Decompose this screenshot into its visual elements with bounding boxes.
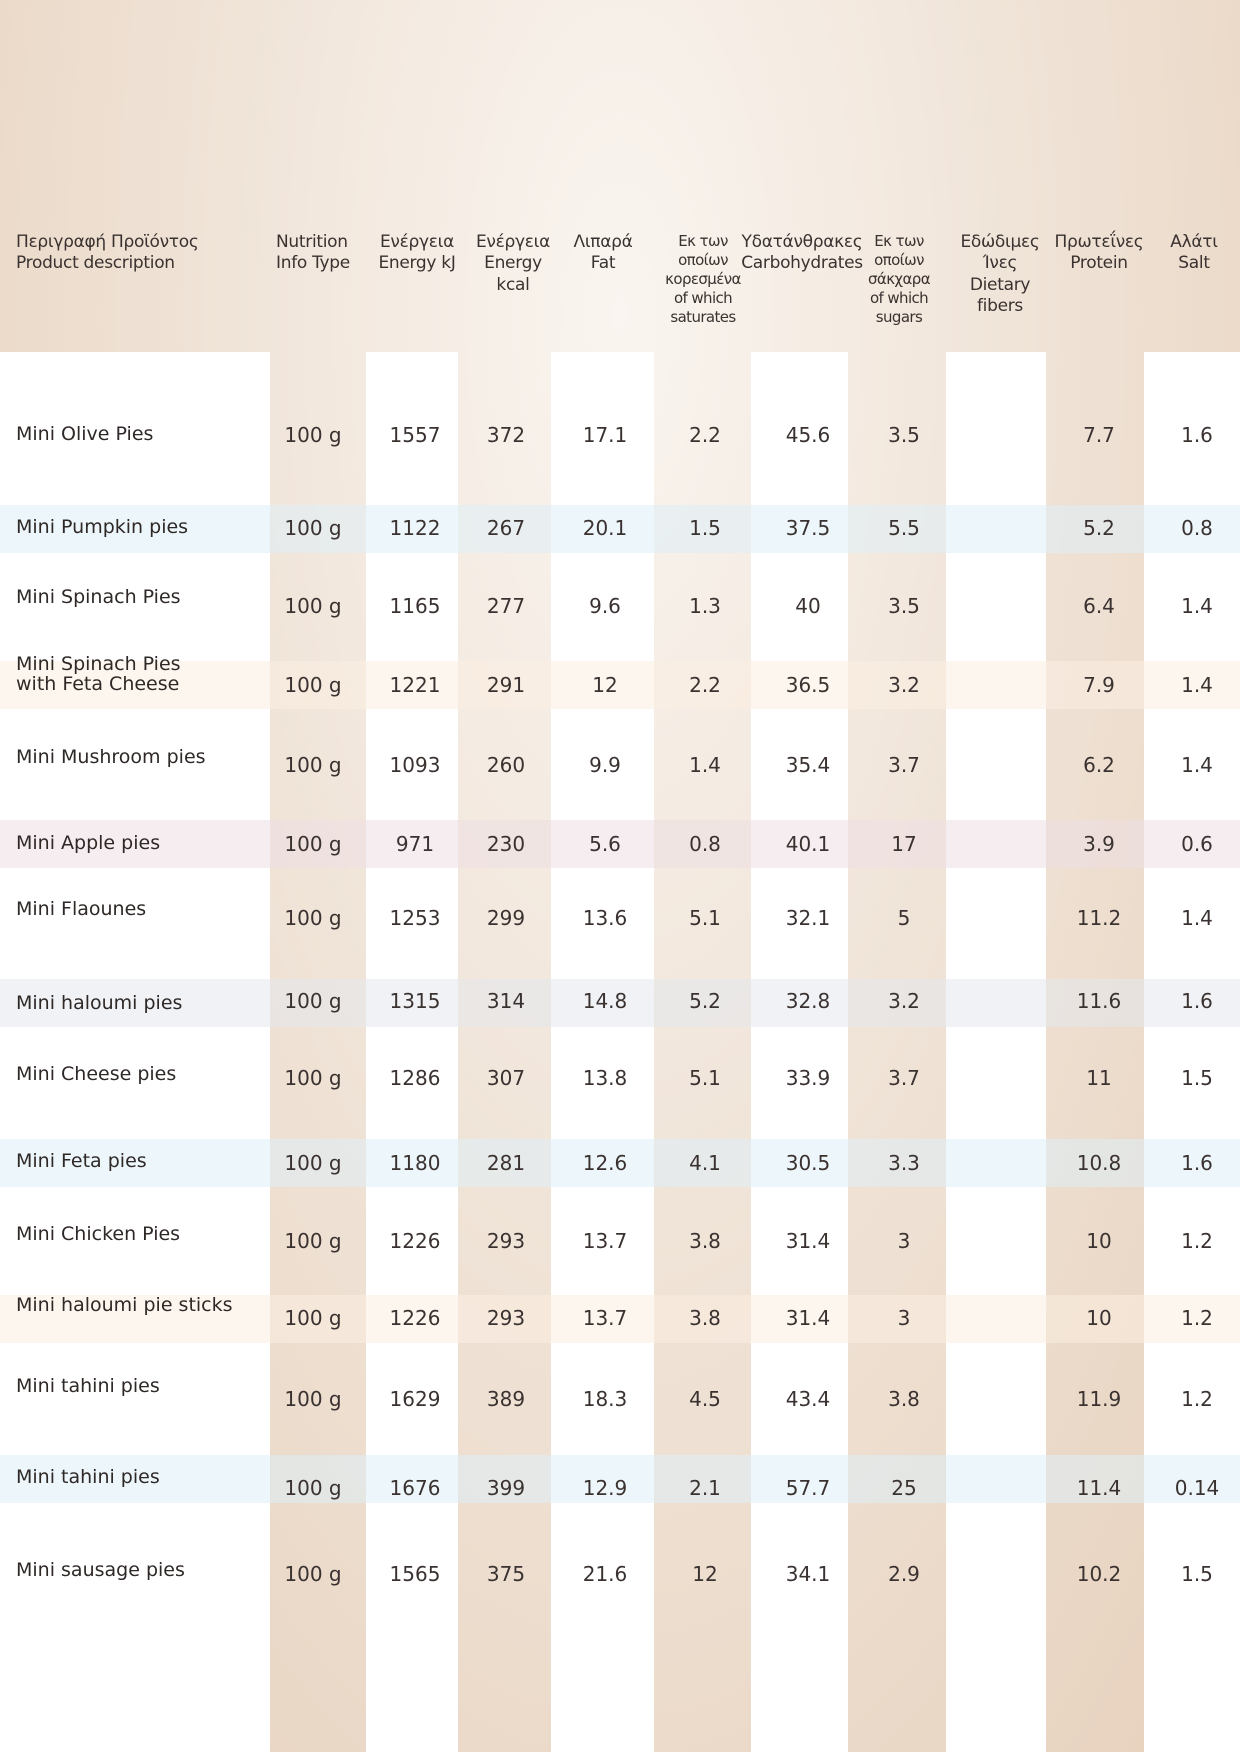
cell-sugars: 3.8 — [888, 1387, 920, 1411]
cell-protein: 3.9 — [1083, 832, 1115, 856]
cell-type: 100 g — [284, 989, 342, 1013]
header-sugars-l5: sugars — [875, 308, 923, 327]
product-description-line: Mini Spinach Pies — [16, 586, 181, 608]
cell-kj: 1253 — [389, 906, 441, 930]
product-description-line: Mini haloumi pie sticks — [16, 1294, 233, 1316]
cell-sat: 4.5 — [689, 1387, 721, 1411]
product-description — [16, 587, 181, 607]
cell-kcal: 267 — [486, 516, 526, 540]
cell-kcal: 372 — [486, 423, 526, 447]
product-description-line: Mini Spinach Pies — [16, 653, 181, 675]
product-description-line: Mini Chicken Pies — [16, 1223, 181, 1245]
cell-type: 100 g — [284, 753, 342, 777]
header-saturates-l2: οποίων — [678, 251, 728, 270]
cell-sugars: 3.7 — [888, 1066, 920, 1090]
cell-fat: 13.7 — [582, 1229, 628, 1253]
header-protein-en: Protein — [1070, 253, 1128, 274]
cell-salt: 1.2 — [1181, 1387, 1213, 1411]
cell-protein: 7.7 — [1083, 423, 1115, 447]
cell-kj: 971 — [395, 832, 435, 856]
column-bg-energy-kj — [366, 352, 458, 1752]
header-nutrition-line1: Nutrition — [276, 232, 348, 252]
header-energy-kcal-el: Ενέργεια — [475, 232, 551, 252]
product-description — [16, 833, 160, 853]
header-carbs-en: Carbohydrates — [741, 253, 863, 274]
header-description-el: Περιγραφή Προϊόντος — [16, 232, 199, 252]
cell-protein: 10.8 — [1076, 1151, 1122, 1175]
cell-kj: 1565 — [389, 1562, 441, 1586]
cell-protein: 5.2 — [1083, 516, 1115, 540]
header-carbohydrates — [740, 232, 864, 275]
header-sugars — [852, 232, 946, 327]
cell-sugars: 3.5 — [888, 594, 920, 618]
cell-type: 100 g — [284, 1151, 342, 1175]
product-description — [16, 747, 206, 767]
cell-kcal: 389 — [486, 1387, 526, 1411]
cell-carbs: 37.5 — [785, 516, 831, 540]
cell-sat: 5.1 — [689, 1066, 721, 1090]
cell-sugars: 3.2 — [888, 673, 920, 697]
header-saturates-l5: saturates — [670, 308, 736, 327]
header-energy-kj-el: Ενέργεια — [379, 232, 455, 252]
cell-carbs: 33.9 — [785, 1066, 831, 1090]
cell-protein: 10 — [1086, 1229, 1112, 1253]
column-bg-salt — [1144, 352, 1240, 1752]
cell-salt: 1.4 — [1181, 594, 1213, 618]
header-sugars-l2: οποίων — [874, 251, 924, 270]
cell-fat: 20.1 — [582, 516, 628, 540]
product-description-line: Mini haloumi pies — [16, 992, 183, 1014]
cell-sat: 1.3 — [689, 594, 721, 618]
cell-kcal: 314 — [486, 989, 526, 1013]
cell-kj: 1165 — [389, 594, 441, 618]
cell-carbs: 32.1 — [785, 906, 831, 930]
cell-sugars: 3 — [897, 1306, 911, 1330]
product-description-line: Mini Apple pies — [16, 832, 161, 854]
cell-type: 100 g — [284, 1387, 342, 1411]
cell-type: 100 g — [284, 1476, 342, 1500]
cell-fat: 13.8 — [582, 1066, 628, 1090]
cell-carbs: 45.6 — [785, 423, 831, 447]
header-protein — [1050, 232, 1148, 275]
cell-kcal: 291 — [486, 673, 526, 697]
cell-kj: 1226 — [389, 1306, 441, 1330]
column-bg-fat — [551, 352, 654, 1752]
cell-kj: 1286 — [389, 1066, 441, 1090]
cell-protein: 7.9 — [1083, 673, 1115, 697]
cell-type: 100 g — [284, 1306, 342, 1330]
product-description-line: Mini Flaounes — [16, 898, 147, 920]
header-energy-kcal — [466, 232, 560, 296]
cell-kcal: 281 — [486, 1151, 526, 1175]
cell-fat: 14.8 — [582, 989, 628, 1013]
cell-salt: 1.6 — [1181, 1151, 1213, 1175]
product-description-line: with Feta Cheese — [16, 673, 180, 695]
cell-sat: 1.5 — [689, 516, 721, 540]
cell-salt: 0.6 — [1181, 832, 1213, 856]
header-nutrition-line2: Info Type — [276, 253, 350, 274]
product-description — [16, 1224, 180, 1244]
cell-sat: 4.1 — [689, 1151, 721, 1175]
cell-kcal: 230 — [486, 832, 526, 856]
cell-type: 100 g — [284, 906, 342, 930]
cell-sugars: 17 — [891, 832, 917, 856]
cell-kj: 1557 — [389, 423, 441, 447]
cell-protein: 6.4 — [1083, 594, 1115, 618]
header-salt — [1148, 232, 1240, 275]
cell-kcal: 375 — [486, 1562, 526, 1586]
header-energy-kcal-en: Energy — [484, 253, 542, 274]
cell-type: 100 g — [284, 516, 342, 540]
cell-fat: 12.6 — [582, 1151, 628, 1175]
header-fat-en: Fat — [590, 253, 616, 274]
product-description — [16, 899, 146, 919]
cell-kcal: 293 — [486, 1306, 526, 1330]
product-description-line: Mini Mushroom pies — [16, 746, 206, 768]
cell-kcal: 307 — [486, 1066, 526, 1090]
header-salt-el: Αλάτι — [1170, 232, 1218, 252]
cell-type: 100 g — [284, 1229, 342, 1253]
cell-salt: 1.4 — [1181, 673, 1213, 697]
header-salt-en: Salt — [1178, 253, 1210, 274]
cell-sat: 2.1 — [689, 1476, 721, 1500]
header-fibers-l2: Ίνες — [982, 253, 1018, 274]
cell-type: 100 g — [284, 673, 342, 697]
cell-fat: 13.6 — [582, 906, 628, 930]
cell-fat: 13.7 — [582, 1306, 628, 1330]
cell-type: 100 g — [284, 1066, 342, 1090]
header-saturates-l1: Εκ των — [678, 232, 728, 250]
cell-carbs: 35.4 — [785, 753, 831, 777]
product-description — [16, 1467, 160, 1487]
cell-kj: 1122 — [389, 516, 441, 540]
header-saturates-l3: κορεσμένα — [665, 270, 741, 289]
cell-protein: 10.2 — [1076, 1562, 1122, 1586]
cell-fat: 12 — [592, 673, 618, 697]
cell-fat: 9.9 — [589, 753, 621, 777]
cell-kcal: 293 — [486, 1229, 526, 1253]
header-saturates — [656, 232, 750, 327]
header-fat-el: Λιπαρά — [573, 232, 633, 252]
cell-kj: 1226 — [389, 1229, 441, 1253]
cell-kj: 1180 — [389, 1151, 441, 1175]
cell-protein: 11.9 — [1076, 1387, 1122, 1411]
product-description-line: Mini Feta pies — [16, 1150, 147, 1172]
product-description — [16, 1295, 233, 1315]
product-description — [16, 993, 182, 1013]
cell-salt: 1.4 — [1181, 753, 1213, 777]
cell-salt: 0.14 — [1174, 1476, 1220, 1500]
cell-carbs: 34.1 — [785, 1562, 831, 1586]
cell-protein: 11.2 — [1076, 906, 1122, 930]
cell-kj: 1315 — [389, 989, 441, 1013]
cell-kj: 1221 — [389, 673, 441, 697]
cell-sugars: 3.2 — [888, 989, 920, 1013]
cell-salt: 1.5 — [1181, 1066, 1213, 1090]
cell-carbs: 43.4 — [785, 1387, 831, 1411]
cell-sugars: 5 — [897, 906, 911, 930]
header-fibers-l4: fibers — [976, 295, 1023, 316]
cell-sat: 0.8 — [689, 832, 721, 856]
header-nutrition-type — [276, 232, 350, 275]
cell-sugars: 3 — [897, 1229, 911, 1253]
cell-carbs: 40 — [795, 594, 821, 618]
cell-sugars: 3.5 — [888, 423, 920, 447]
cell-kcal: 399 — [486, 1476, 526, 1500]
cell-protein: 6.2 — [1083, 753, 1115, 777]
header-energy-kcal-unit: kcal — [496, 274, 530, 295]
cell-kcal: 277 — [486, 594, 526, 618]
cell-sat: 3.8 — [689, 1229, 721, 1253]
cell-salt: 1.2 — [1181, 1229, 1213, 1253]
header-sugars-l3: σάκχαρα — [868, 270, 930, 289]
product-description — [16, 1376, 160, 1396]
header-saturates-l4: of which — [673, 289, 733, 308]
cell-protein: 11 — [1086, 1066, 1112, 1090]
column-bg-fibers — [946, 352, 1046, 1752]
cell-sat: 3.8 — [689, 1306, 721, 1330]
product-description-line: Mini sausage pies — [16, 1559, 185, 1581]
header-dietary-fibers — [950, 232, 1050, 317]
cell-carbs: 36.5 — [785, 673, 831, 697]
column-bg-description — [0, 352, 270, 1752]
cell-sat: 5.1 — [689, 906, 721, 930]
cell-carbs: 32.8 — [785, 989, 831, 1013]
cell-type: 100 g — [284, 423, 342, 447]
cell-protein: 11.6 — [1076, 989, 1122, 1013]
header-description-en: Product description — [16, 253, 175, 274]
product-description — [16, 424, 153, 444]
cell-salt: 1.5 — [1181, 1562, 1213, 1586]
header-fibers-l1: Εδώδιμες — [960, 232, 1040, 252]
cell-type: 100 g — [284, 1562, 342, 1586]
column-bg-carbs — [751, 352, 848, 1752]
cell-carbs: 31.4 — [785, 1229, 831, 1253]
cell-kj: 1093 — [389, 753, 441, 777]
product-description-line: Mini tahini pies — [16, 1375, 160, 1397]
cell-kcal: 299 — [486, 906, 526, 930]
cell-type: 100 g — [284, 832, 342, 856]
cell-sat: 5.2 — [689, 989, 721, 1013]
header-protein-el: Πρωτεΐνες — [1054, 232, 1144, 252]
product-description-line: Mini Cheese pies — [16, 1063, 177, 1085]
cell-salt: 1.6 — [1181, 423, 1213, 447]
cell-fat: 12.9 — [582, 1476, 628, 1500]
cell-sat: 2.2 — [689, 673, 721, 697]
cell-sugars: 3.7 — [888, 753, 920, 777]
header-energy-kj-en: Energy kJ — [378, 253, 456, 274]
cell-carbs: 40.1 — [785, 832, 831, 856]
header-description — [16, 232, 199, 275]
cell-kj: 1676 — [389, 1476, 441, 1500]
cell-sat: 2.2 — [689, 423, 721, 447]
cell-sat: 1.4 — [689, 753, 721, 777]
cell-salt: 0.8 — [1181, 516, 1213, 540]
cell-protein: 11.4 — [1076, 1476, 1122, 1500]
cell-salt: 1.2 — [1181, 1306, 1213, 1330]
product-description — [16, 517, 188, 537]
cell-fat: 18.3 — [582, 1387, 628, 1411]
cell-fat: 21.6 — [582, 1562, 628, 1586]
cell-carbs: 31.4 — [785, 1306, 831, 1330]
product-description — [16, 1560, 185, 1580]
cell-fat: 9.6 — [589, 594, 621, 618]
header-energy-kj — [370, 232, 464, 275]
product-description-line: Mini tahini pies — [16, 1466, 160, 1488]
header-fibers-l3: Dietary — [969, 274, 1031, 295]
header-fat — [557, 232, 649, 275]
cell-fat: 17.1 — [582, 423, 628, 447]
cell-kj: 1629 — [389, 1387, 441, 1411]
cell-sugars: 5.5 — [888, 516, 920, 540]
product-description — [16, 1151, 147, 1171]
header-sugars-l1: Εκ των — [874, 232, 924, 250]
header-sugars-l4: of which — [869, 289, 929, 308]
cell-kcal: 260 — [486, 753, 526, 777]
product-description-line: Mini Olive Pies — [16, 423, 154, 445]
product-description — [16, 1064, 176, 1084]
cell-carbs: 30.5 — [785, 1151, 831, 1175]
cell-sugars: 2.9 — [888, 1562, 920, 1586]
cell-carbs: 57.7 — [785, 1476, 831, 1500]
cell-sat: 12 — [692, 1562, 718, 1586]
product-description-line: Mini Pumpkin pies — [16, 516, 189, 538]
header-carbs-el: Υδατάνθρακες — [741, 232, 863, 252]
product-description — [16, 654, 181, 694]
cell-fat: 5.6 — [589, 832, 621, 856]
cell-type: 100 g — [284, 594, 342, 618]
cell-salt: 1.4 — [1181, 906, 1213, 930]
cell-salt: 1.6 — [1181, 989, 1213, 1013]
cell-sugars: 25 — [891, 1476, 917, 1500]
cell-sugars: 3.3 — [888, 1151, 920, 1175]
cell-protein: 10 — [1086, 1306, 1112, 1330]
